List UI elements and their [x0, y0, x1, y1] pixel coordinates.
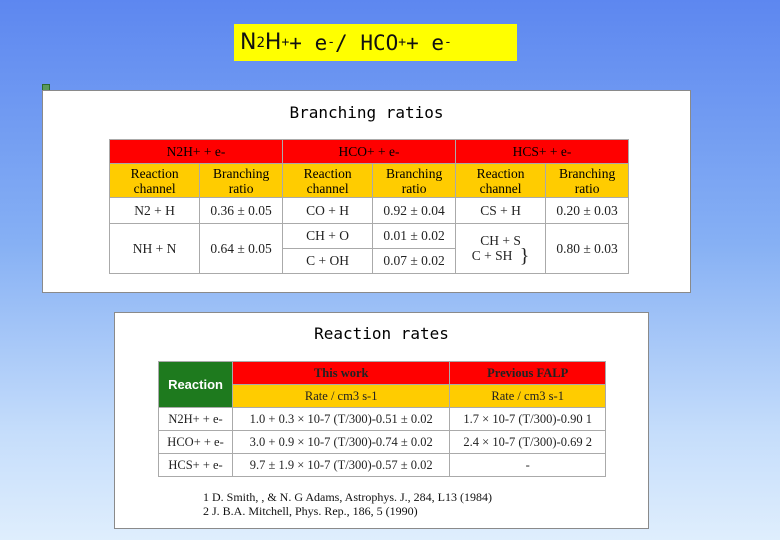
- table-cell: N2 + H: [110, 198, 200, 224]
- title-sub: 2: [256, 34, 265, 51]
- this-work-cell: 1.0 + 0.3 × 10-7 (T/300)-0.51 ± 0.02: [233, 408, 450, 431]
- branching-table: [109, 139, 629, 274]
- references: [203, 490, 492, 518]
- previous-cell: -: [450, 454, 606, 477]
- reaction-cell: N2H+ + e-: [159, 408, 233, 431]
- col-reaction: Reaction: [159, 362, 233, 408]
- table-cell: 0.07 ± 0.02: [373, 249, 456, 274]
- table-cell: NH + N: [110, 224, 200, 274]
- table-cell: 0.01 ± 0.02: [373, 224, 456, 249]
- title-h: H: [264, 30, 282, 55]
- rates-table: [158, 361, 606, 477]
- col-this-work: This work: [233, 362, 450, 385]
- this-work-cell: 9.7 ± 1.9 × 10-7 (T/300)-0.57 ± 0.02: [233, 454, 450, 477]
- col-ratio: Branching ratio: [200, 164, 283, 198]
- title-tail: + e: [406, 30, 445, 55]
- table-cell: CO + H: [282, 198, 372, 224]
- col-channel: Reaction channel: [455, 164, 545, 198]
- rates-title: Reaction rates: [314, 324, 449, 343]
- title-minus: -: [327, 35, 336, 50]
- table-cell: 0.92 ± 0.04: [373, 198, 456, 224]
- group-hco: HCO+ + e-: [282, 140, 455, 164]
- table-cell: CH + O: [282, 224, 372, 249]
- rate-unit: Rate / cm3 s-1: [450, 385, 606, 408]
- col-ratio: Branching ratio: [373, 164, 456, 198]
- title-n: N: [240, 30, 257, 55]
- previous-cell: 1.7 × 10-7 (T/300)-0.90 1: [450, 408, 606, 431]
- cell-line: CH + S: [480, 232, 521, 248]
- table-cell: 0.64 ± 0.05: [200, 224, 283, 274]
- table-cell: C + OH: [282, 249, 372, 274]
- group-hcs: HCS+ + e-: [455, 140, 628, 164]
- col-previous: Previous FALP: [450, 362, 606, 385]
- reaction-cell: HCS+ + e-: [159, 454, 233, 477]
- rate-unit: Rate / cm3 s-1: [233, 385, 450, 408]
- col-channel: Reaction channel: [110, 164, 200, 198]
- group-n2h: N2H+ + e-: [110, 140, 283, 164]
- reaction-cell: HCO+ + e-: [159, 431, 233, 454]
- table-cell: 0.20 ± 0.03: [546, 198, 629, 224]
- cell-line: C + SH: [471, 247, 513, 263]
- branching-ratios-panel[interactable]: [42, 90, 691, 293]
- slide-title: [234, 24, 517, 61]
- title-slash: / HCO: [335, 30, 399, 55]
- previous-cell: 2.4 × 10-7 (T/300)-0.69 2: [450, 431, 606, 454]
- table-cell: 0.36 ± 0.05: [200, 198, 283, 224]
- brace-icon: }: [519, 245, 530, 268]
- this-work-cell: 3.0 + 0.9 × 10-7 (T/300)-0.74 ± 0.02: [233, 431, 450, 454]
- table-cell: 0.80 ± 0.03: [546, 224, 629, 274]
- branching-title: Branching ratios: [289, 103, 444, 122]
- title-plus2: +: [398, 35, 407, 50]
- title-mid: + e: [289, 30, 328, 55]
- reference-1: 1 D. Smith, , & N. G Adams, Astrophys. J., 284, L13 (1984): [203, 490, 493, 504]
- table-cell-merged: [455, 224, 545, 274]
- col-ratio: Branching ratio: [546, 164, 629, 198]
- reaction-rates-panel[interactable]: [114, 312, 649, 529]
- title-plus: +: [281, 35, 290, 50]
- table-cell: CS + H: [455, 198, 545, 224]
- reference-2: 2 J. B.A. Mitchell, Phys. Rep., 186, 5 (1990): [203, 504, 418, 518]
- col-channel: Reaction channel: [282, 164, 372, 198]
- title-minus2: -: [444, 35, 452, 50]
